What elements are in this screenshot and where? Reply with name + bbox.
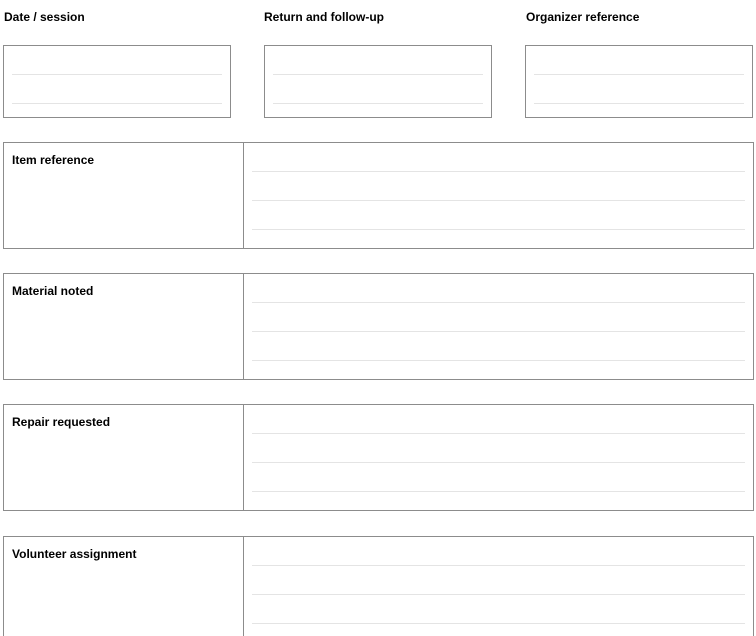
return-follow-up-label: Return and follow-up [264, 10, 384, 24]
material-noted-label: Material noted [12, 284, 94, 298]
writing-line [534, 74, 744, 75]
writing-line [252, 565, 745, 566]
writing-line [252, 331, 745, 332]
item-reference-section [3, 142, 754, 249]
writing-line [252, 200, 745, 201]
volunteer-assignment-label: Volunteer assignment [12, 547, 137, 561]
writing-line [252, 171, 745, 172]
return-follow-up-field[interactable] [264, 45, 492, 118]
writing-line [252, 491, 745, 492]
writing-line [252, 433, 745, 434]
repair-requested-label: Repair requested [12, 415, 111, 429]
repair-requested-field[interactable] [244, 405, 753, 510]
organizer-reference-label: Organizer reference [526, 10, 640, 24]
item-reference-field[interactable] [244, 143, 753, 248]
material-noted-section [3, 273, 754, 380]
material-noted-field[interactable] [244, 274, 753, 379]
writing-line [252, 594, 745, 595]
writing-line [252, 623, 745, 624]
writing-line [252, 229, 745, 230]
volunteer-assignment-section [3, 536, 754, 636]
organizer-reference-field[interactable] [525, 45, 753, 118]
writing-line [12, 74, 222, 75]
writing-line [252, 462, 745, 463]
writing-line [12, 103, 222, 104]
writing-line [273, 74, 483, 75]
volunteer-assignment-field[interactable] [244, 537, 753, 636]
date-session-field[interactable] [3, 45, 231, 118]
writing-line [534, 103, 744, 104]
writing-line [273, 103, 483, 104]
date-session-label: Date / session [4, 10, 85, 24]
repair-requested-section [3, 404, 754, 511]
writing-line [252, 360, 745, 361]
item-reference-label: Item reference [12, 153, 95, 167]
writing-line [252, 302, 745, 303]
